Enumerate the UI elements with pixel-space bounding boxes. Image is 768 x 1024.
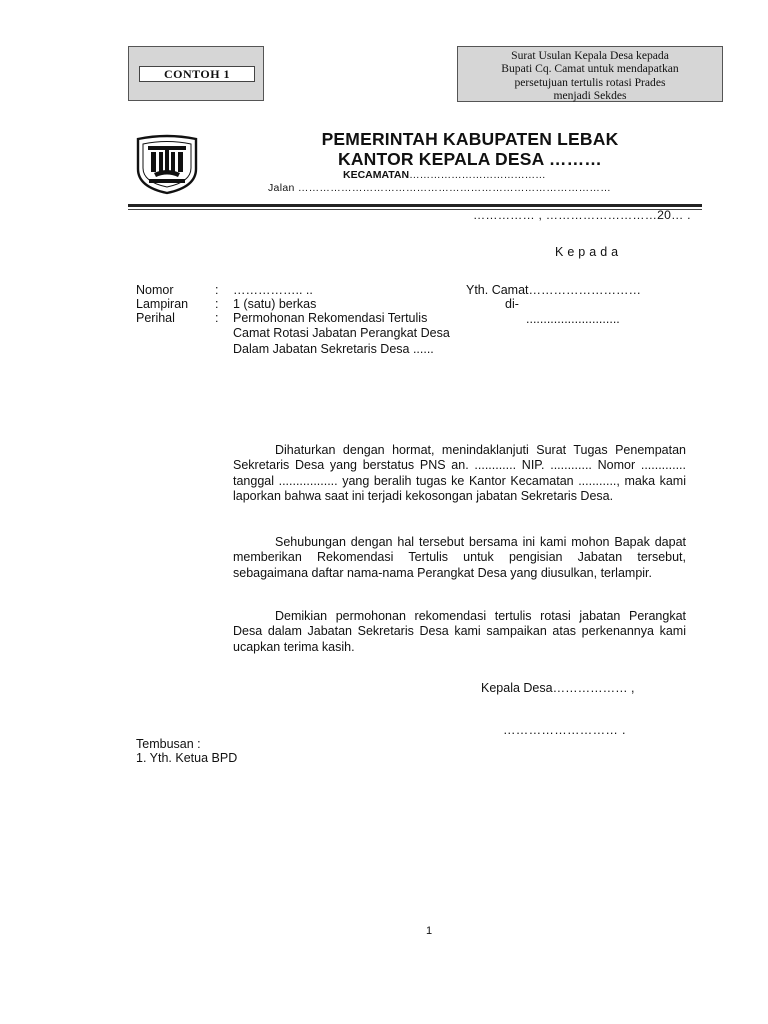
kecamatan-line: [343, 169, 546, 181]
body-paragraph: Dihaturkan dengan hormat, menindaklanjuti Surat Tugas Penempatan Sekretaris Desa yang berstatus PNS an. ............ NIP. ............ Nomor ............. tanggal ................. yang beralih tugas ke Kantor Kecamatan ..........., maka kami laporkan bahwa saat ini terjadi kekosongan jabatan Sekretaris Desa.: [233, 443, 686, 503]
signer-name: ……………………… .: [503, 723, 626, 737]
date-line: …………… , ………………………20… .: [473, 208, 691, 222]
office-title: KANTOR KEPALA DESA ………: [338, 149, 602, 169]
perihal-label: Perihal: [136, 311, 175, 325]
meta-colon: :: [215, 311, 219, 325]
note-line: persetujuan tertulis rotasi Prades: [514, 75, 666, 89]
lampiran-label: Lampiran: [136, 297, 189, 311]
page-number: 1: [426, 925, 433, 937]
example-box: [128, 46, 264, 101]
government-title: PEMERINTAH KABUPATEN LEBAK: [321, 129, 619, 149]
note-line: Surat Usulan Kepala Desa kepada: [511, 49, 669, 62]
meta-colon: :: [215, 283, 219, 297]
header-rule-thick: [128, 204, 702, 207]
kepada-label: Kepada: [555, 245, 623, 259]
addressee-di: di-: [505, 297, 519, 311]
note-box: [457, 46, 723, 102]
kecamatan-dots: …………………………………: [409, 169, 546, 181]
example-label: CONTOH 1: [139, 66, 255, 82]
perihal-value: Permohonan Rekomendasi Tertulis Camat Rotasi Jabatan Perangkat Desa Dalam Jabatan Sekretaris Desa ......: [233, 311, 450, 356]
body-paragraph: Demikian permohonan rekomendasi tertulis rotasi jabatan Perangkat Desa dalam Jabatan Sekretaris Desa kami sampaikan atas perkenannya kami ucapkan terima kasih.: [233, 609, 686, 654]
kecamatan-label: KECAMATAN: [343, 169, 410, 181]
body-paragraph: Sehubungan dengan hal tersebut bersama ini kami mohon Bapak dapat memberikan Rekomendasi Tertulis untuk pengisian Jabatan tersebut, sebagaimana daftar nama-nama Perangkat Desa yang diusulkan, terlampir.: [233, 535, 686, 580]
signer-title: Kepala Desa……………… ,: [481, 681, 635, 695]
regency-emblem: [132, 133, 202, 195]
address-line: Jalan ……………………………………………………………………………: [268, 182, 612, 194]
note-line: menjadi Sekdes: [553, 88, 627, 102]
tembusan-label: Tembusan :: [136, 737, 201, 751]
nomor-value: …………….. ..: [233, 283, 313, 297]
addressee-place: ...........................: [526, 312, 620, 326]
note-line: Bupati Cq. Camat untuk mendapatkan: [501, 62, 679, 76]
addressee-name: Yth. Camat………………………: [466, 283, 642, 297]
lampiran-value: 1 (satu) berkas: [233, 297, 317, 311]
nomor-label: Nomor: [136, 283, 174, 297]
tembusan-item: 1. Yth. Ketua BPD: [136, 751, 238, 765]
meta-colon: :: [215, 297, 219, 311]
